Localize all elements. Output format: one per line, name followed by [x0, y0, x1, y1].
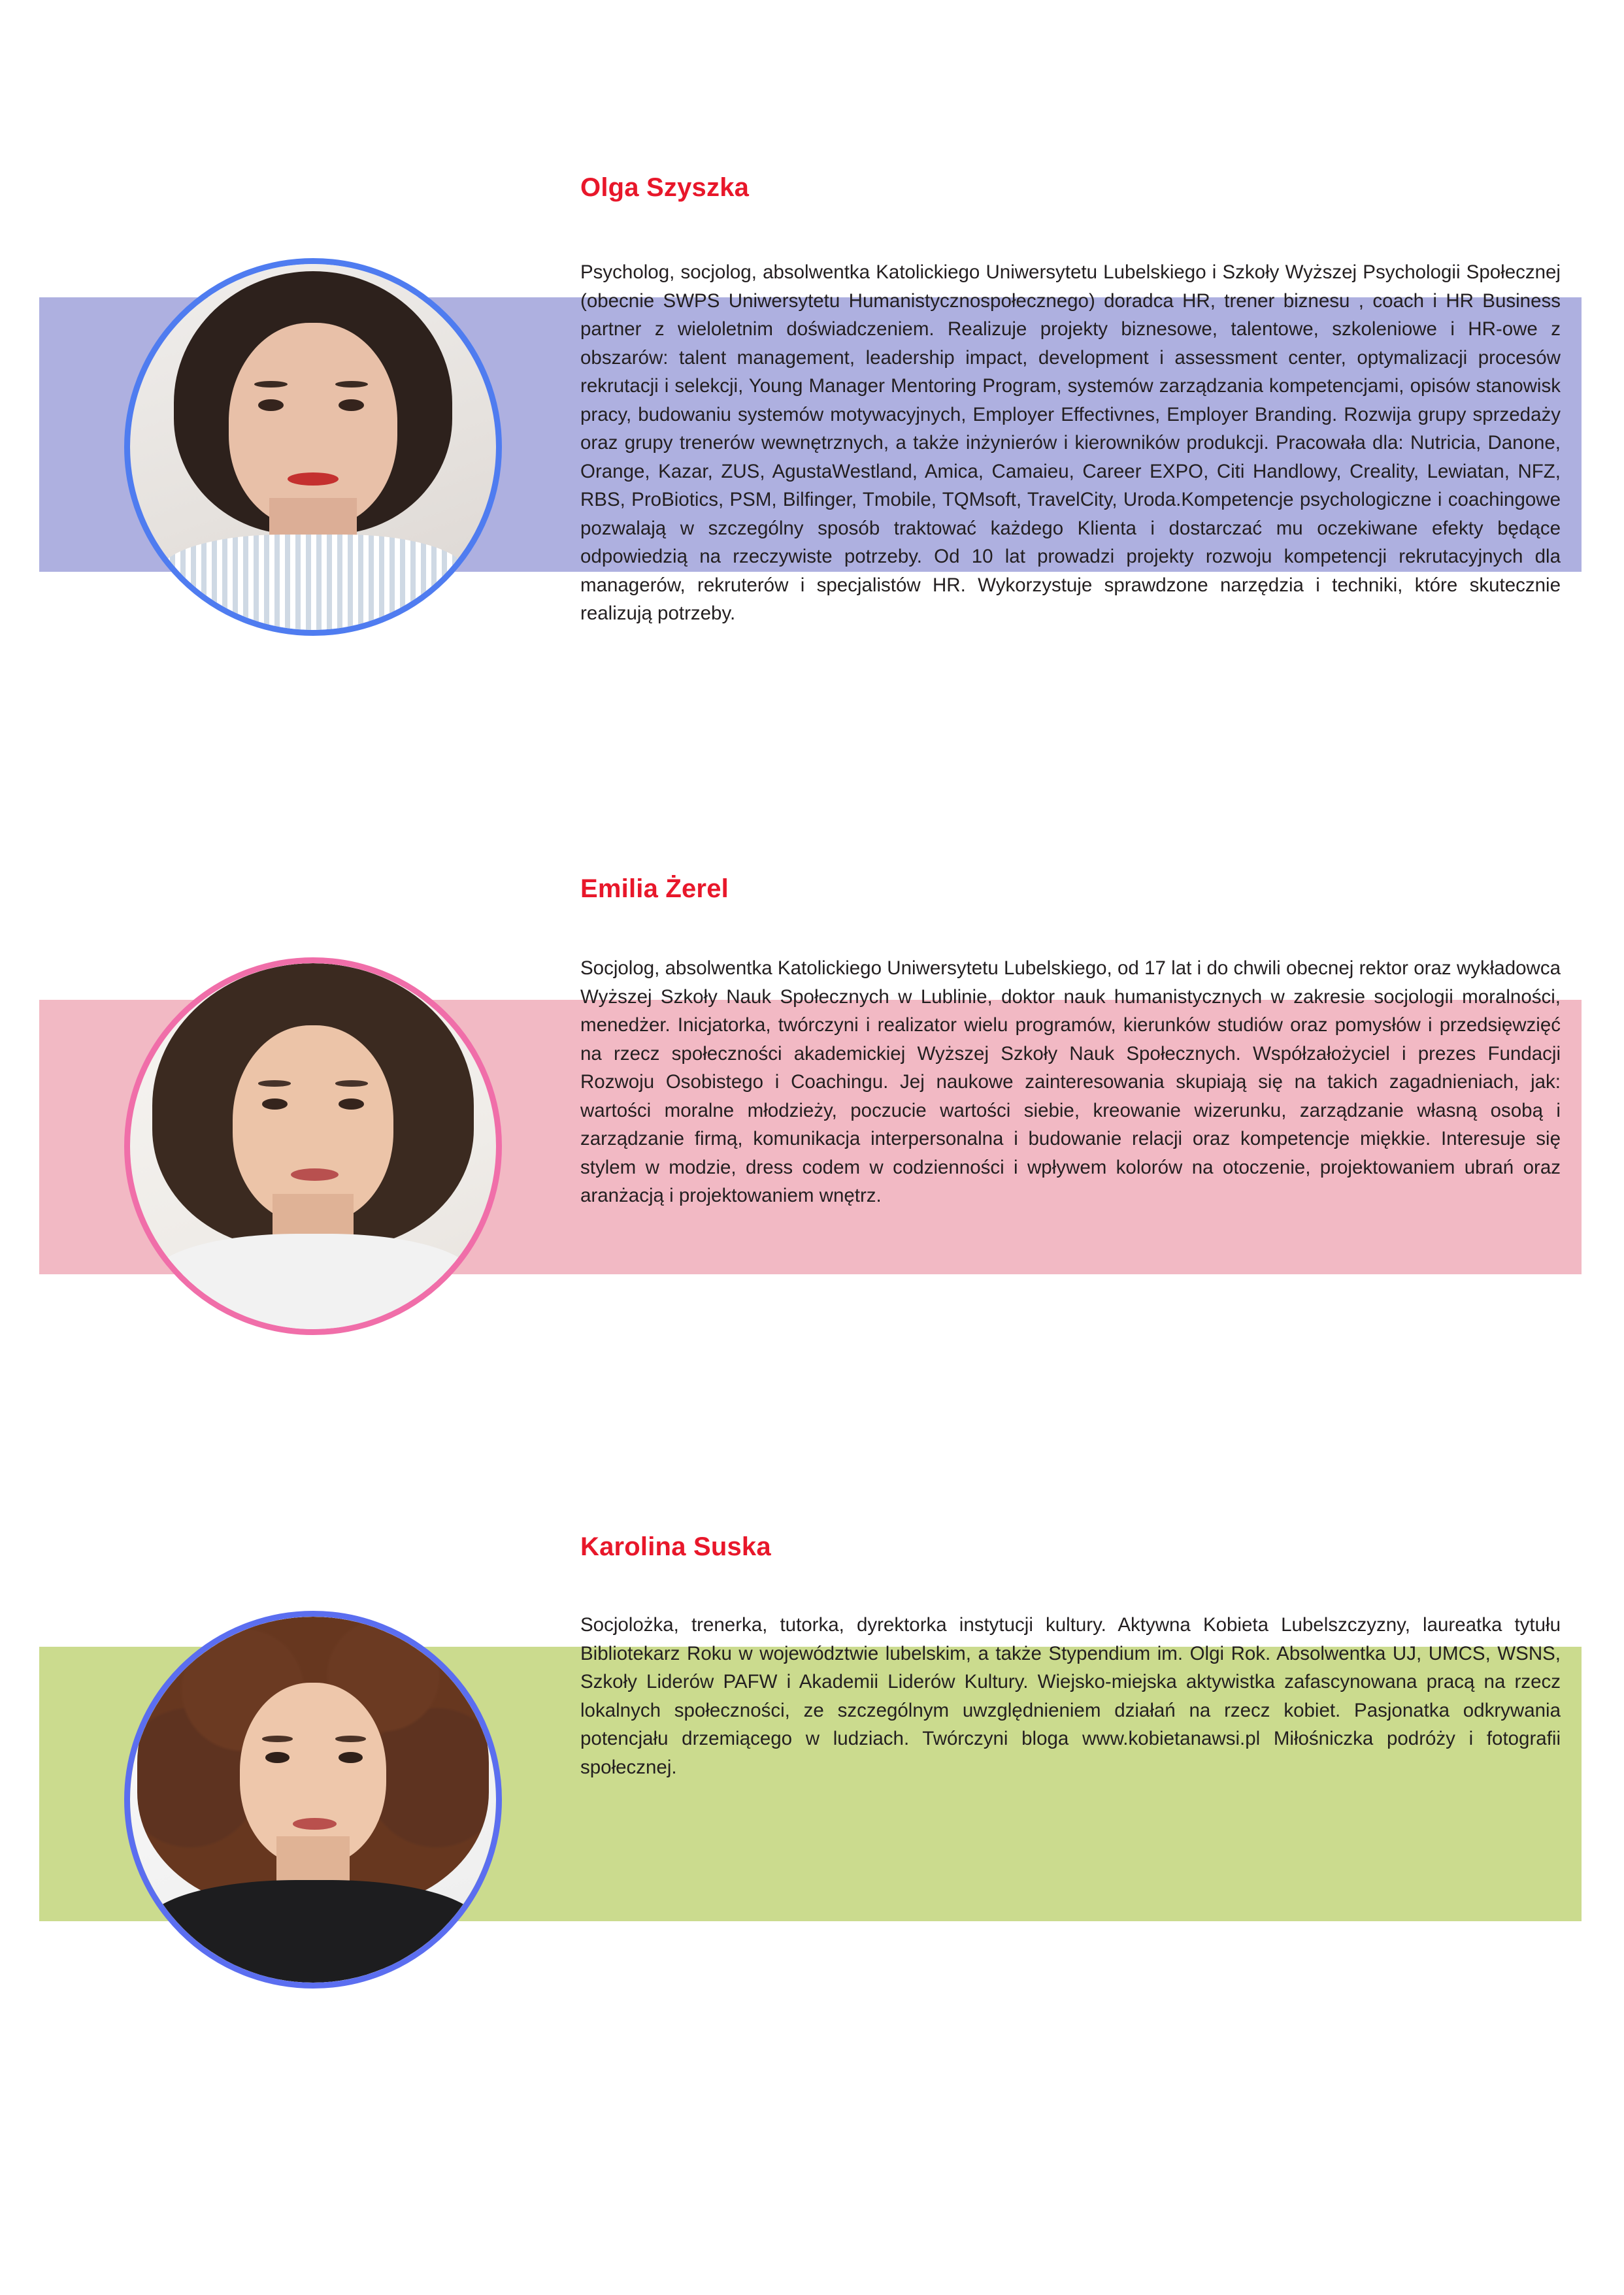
- portrait-image: [130, 1617, 496, 1983]
- profile-name: Karolina Suska: [580, 1532, 771, 1561]
- profile-bio: Socjolog, absolwentka Katolickiego Uniwersytetu Lubelskiego, od 17 lat i do chwili obecnej rektor oraz wykładowca Wyższej Szkoły Nauk Społecznych w Lublinie, doktor nauk humanistycznych w zakresie socjologii moralności, menedżer. Inicjatorka, twórczyni i realizator wielu programów, kierunków studiów oraz pomysłów i przedsięwzięć na rzecz społeczności akademickiej Wyższej Szkoły Nauk Społecznych. Współzałożyciel i prezes Fundacji Rozwoju Osobistego i Coachingu. Jej naukowe zainteresowania skupiają się na takich zagadnieniach, jak: wartości moralne młodzieży, poczucie wartości siebie, kreowanie wizerunku, zarządzanie własną osobą i zarządzanie firmą, komunikacja interpersonalna i budowanie relacji oraz kompetencje miękkie. Interesuje się stylem w modzie, dress codem w codzienności i wpływem kolorów na otoczenie, projektowaniem ubrań oraz aranżacją i projektowaniem wnętrz.: [580, 957, 1561, 1206]
- profile-name: Olga Szyszka: [580, 173, 750, 202]
- avatar: [124, 957, 502, 1335]
- portrait-image: [130, 264, 496, 630]
- avatar: [124, 1611, 502, 1989]
- profile-bio: Socjolożka, trenerka, tutorka, dyrektorka instytucji kultury. Aktywna Kobieta Lubelszczyzny, laureatka tytułu Bibliotekarz Roku w województwie lubelskim, a także Stypendium im. Olgi Rok. Absolwentka UJ, UMCS, WSNS, Szkoły Liderów PAFW i Akademii Liderów Kultury. Wiejsko-miejska aktywistka zafascynowana pracą na rzecz lokalnych społeczności, ze szczególnym uwzględnieniem działań na rzecz kobiet. Pasjonatka odkrywania potencjału drzemiącego w ludziach. Twórczyni bloga www.kobietanawsi.pl Miłośniczka podróży i fotografii społecznej.: [580, 1614, 1561, 1778]
- portrait-image: [130, 963, 496, 1329]
- profile-emilia-zerel: [0, 823, 1624, 1542]
- profile-karolina-suska: [0, 1516, 1624, 2294]
- profile-bio: Psycholog, socjolog, absolwentka Katolickiego Uniwersytetu Lubelskiego i Szkoły Wyższej Psychologii Społecznej (obecnie SWPS Uniwersytetu Humanistycznospołecznego) doradca HR, trener biznesu , coach i HR Business partner z wieloletnim doświadczeniem. Realizuje projekty biznesowe, talentowe, szkoleniowe i HR-owe z obszarów: talent management, leadership impact, development i assessment center, optymalizacji procesów rekrutacji i selekcji, Young Manager Mentoring Program, systemów zarządzania kompetencjami, opisów stanowisk pracy, budowaniu systemów motywacyjnych, Employer Effectivnes, Employer Branding. Rozwija grupy sprzedaży oraz grupy trenerów wewnętrznych, a także inżynierów i kierowników produkcji. Pracowała dla: Nutricia, Danone, Orange, Kazar, ZUS, AgustaWestland, Amica, Camaieu, Career EXPO, Citi Handlowy, Creality, Lewiatan, NFZ, RBS, ProBiotics, PSM, Bilfinger, Tmobile, TQMsoft, TravelCity, Uroda.Kompetencje psychologiczne i coachingowe pozwalają w szczególny sposób traktować każdego Klienta i dostarczać mu oczekiwane efekty będące odpowiedzią na rzeczywiste potrzeby. Od 10 lat prowadzi projekty rozwoju kompetencji rekrutacyjnych dla managerów, rekruterów i specjalistów HR. Wykorzystuje sprawdzone narzędzia i techniki, które skutecznie realizują potrzeby.: [580, 261, 1561, 624]
- avatar: [124, 258, 502, 636]
- profile-name: Emilia Żerel: [580, 874, 729, 903]
- profile-olga-szyszka: [0, 0, 1624, 784]
